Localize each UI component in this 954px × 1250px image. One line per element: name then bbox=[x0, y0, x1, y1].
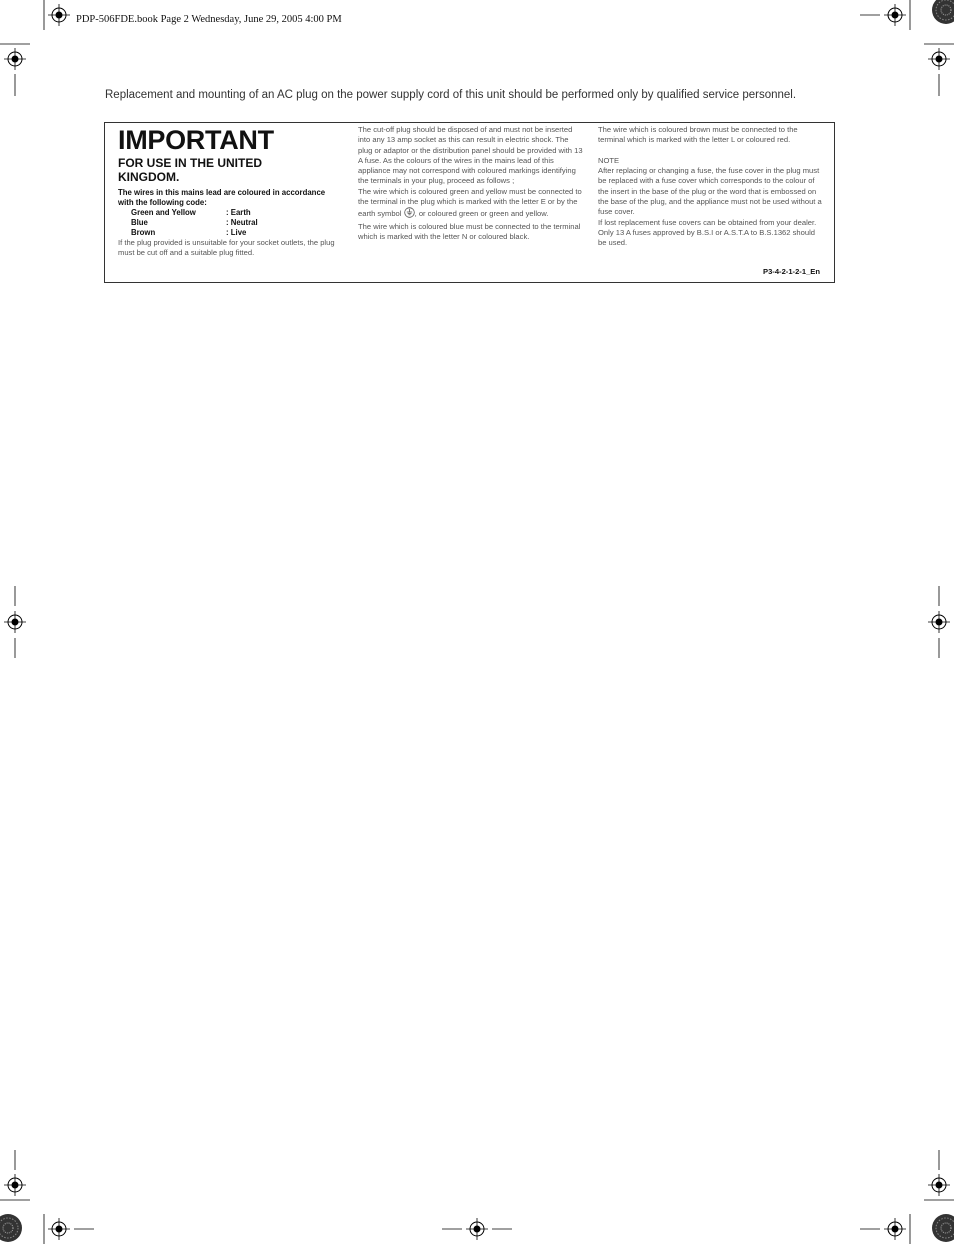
crosshair-registration-icon bbox=[466, 1218, 488, 1240]
notice-title: IMPORTANT bbox=[118, 125, 274, 155]
cut-off-plug-text: The cut-off plug should be disposed of and must not be inserted into any 13 amp socket as this can result in electric shock. The plug or adaptor or the distribution panel should be provided with 13 A fuse. As the colours of the wires in the mains lead of this appliance may not correspond with coloured markings identifying the terminals in your plug, proceed as follows ; bbox=[358, 125, 583, 186]
wire-function: : Earth bbox=[226, 208, 251, 217]
plug-unsuitable-text: If the plug provided is unsuitable for your socket outlets, the plug must be cut off and a suitable plug fitted. bbox=[118, 238, 335, 258]
crosshair-registration-icon bbox=[4, 1174, 26, 1196]
printer-rosette-icon bbox=[930, 1210, 954, 1250]
notice-subtitle: FOR USE IN THE UNITED KINGDOM. bbox=[118, 156, 263, 184]
wire-colour: Brown bbox=[131, 228, 156, 237]
crosshair-registration-icon bbox=[884, 4, 906, 26]
wire-function: : Neutral bbox=[226, 218, 258, 227]
crosshair-registration-icon bbox=[4, 48, 26, 70]
document-code: P3-4-2-1-2-1_En bbox=[763, 267, 820, 276]
crosshair-registration-icon bbox=[4, 611, 26, 633]
green-yellow-wire-text-b: , or coloured green or green and yellow. bbox=[414, 209, 549, 219]
crosshair-registration-icon bbox=[48, 1218, 70, 1240]
approved-fuses-text: Only 13 A fuses approved by B.S.I or A.S.T.A to B.S.1362 should be used. bbox=[598, 227, 815, 248]
green-yellow-wire-text-a: The wire which is coloured green and yellow must be connected to the terminal in the plug which is marked with the letter E or by the earth symbol bbox=[358, 186, 582, 219]
brown-wire-text: The wire which is coloured brown must be connected to the terminal which is marked with the letter L or coloured red. bbox=[598, 125, 798, 145]
crosshair-registration-icon bbox=[884, 1218, 906, 1240]
wire-colour: Green and Yellow bbox=[131, 208, 196, 217]
crosshair-registration-icon bbox=[48, 4, 70, 26]
printer-rosette-icon bbox=[0, 1210, 24, 1250]
wire-function: : Live bbox=[226, 228, 247, 237]
crosshair-registration-icon bbox=[928, 611, 950, 633]
printer-rosette-icon bbox=[930, 0, 954, 28]
file-info-header: PDP-506FDE.book Page 2 Wednesday, June 29, 2005 4:00 PM bbox=[76, 14, 342, 25]
crosshair-registration-icon bbox=[928, 48, 950, 70]
blue-wire-text: The wire which is coloured blue must be connected to the terminal which is marked with the letter N or coloured black. bbox=[358, 221, 581, 241]
crosshair-registration-icon bbox=[928, 1174, 950, 1196]
intro-paragraph: Replacement and mounting of an AC plug on the power supply cord of this unit should be performed only by qualified service personnel. bbox=[105, 89, 797, 101]
fuse-cover-text: After replacing or changing a fuse, the fuse cover in the plug must be replaced with a fuse cover which corresponds to the colour of the insert in the base of the plug or the word that is embossed on the base of the plug, and the appliance must not be used without a fuse cover. bbox=[598, 166, 822, 217]
wire-colour: Blue bbox=[131, 218, 148, 227]
note-label: NOTE bbox=[598, 155, 620, 165]
wires-intro: The wires in this mains lead are coloured in accordance with the following code: bbox=[118, 188, 326, 207]
lost-fuse-cover-text: If lost replacement fuse covers can be obtained from your dealer. bbox=[598, 217, 817, 227]
